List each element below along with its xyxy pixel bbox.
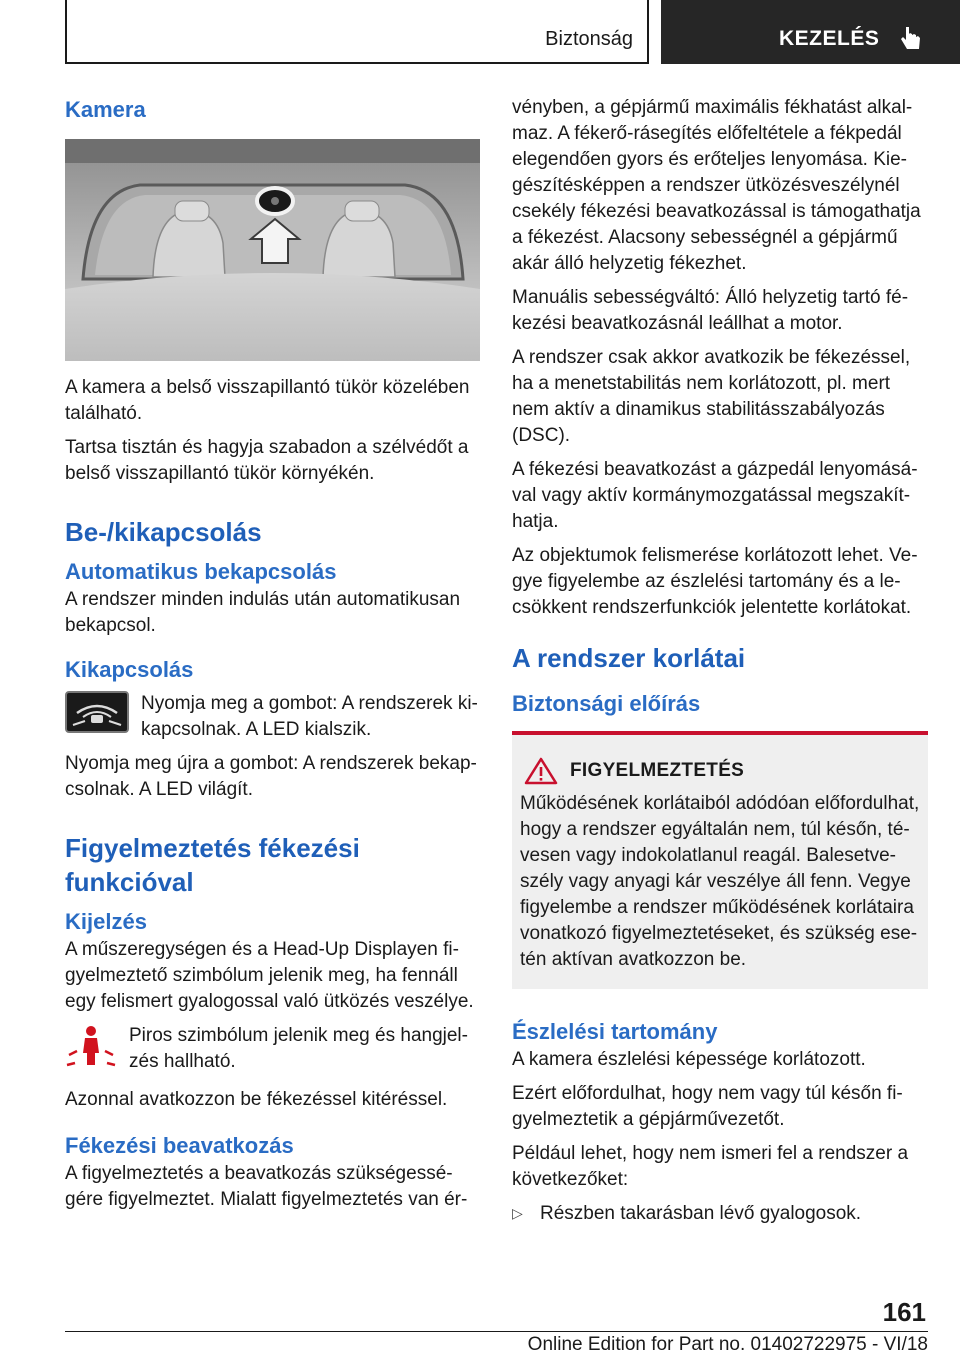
warning-triangle-icon — [524, 757, 558, 785]
eszlelesi-paragraph-2: Ezért előfordulhat, hogy nem vagy túl későn fi-gyelmeztetik a gépjárművezetőt. — [512, 1083, 903, 1130]
continued-paragraph-1: vényben, a gépjármű maximális fékhatást alkal-maz. A fékerő-rásegítés előfeltétele a fékpedál elegendően gyors és erőteljes lenyomása. Kie-gészítésképpen a rendszer ütközésveszélynél csekély fékezési beavatkozással is támogathatja a fékezést. Alacsony sebességnél a gépjármű akár álló helyzetig fékezhet. — [512, 97, 921, 274]
driving-assistant-button-icon — [65, 691, 129, 733]
continued-paragraph-4: A fékezési beavatkozást a gázpedál lenyomásá-val vagy aktív kormánymozgatással megszakít-hatja. — [512, 459, 918, 532]
car-interior-camera-photo — [65, 139, 480, 361]
list-item — [512, 1201, 928, 1235]
header-chapter-tab — [661, 0, 960, 64]
pedestrian-icon-paragraph — [65, 1023, 480, 1075]
bekikapcsolas-heading: Be-/kikapcsolás — [65, 517, 262, 547]
eszlelesi-paragraph-3: Például lehet, hogy nem ismeri fel a rendszer a következőket: — [512, 1143, 909, 1190]
eszlelesi-paragraph-1: A kamera észlelési képessége korlátozott. — [512, 1049, 866, 1070]
kamera-paragraph-1: A kamera a belső visszapillantó tükör közelében található. — [65, 377, 470, 424]
list-item-text: Részben takarásban lévő gyalogosok. — [540, 1203, 862, 1224]
left-column — [65, 95, 480, 1221]
kikapcsolas-heading: Kikapcsolás — [65, 657, 194, 682]
warning-header — [520, 757, 920, 785]
header-section-box — [65, 0, 649, 64]
azonnal-paragraph: Azonnal avatkozzon be fékezéssel kitéréssel. — [65, 1089, 448, 1110]
automatikus-paragraph: A rendszer minden indulás után automatikusan bekapcsol. — [65, 589, 461, 636]
footer-divider — [65, 1331, 928, 1332]
bullet-triangle-icon: ▷ — [512, 1205, 523, 1221]
biztonsagi-eloiras-heading: Biztonsági előírás — [512, 691, 701, 716]
right-column — [512, 95, 928, 1235]
pedestrian-paragraph: Piros szimbólum jelenik meg és hangjel-zés hallható. — [129, 1025, 468, 1072]
page-number: 161 — [882, 1297, 926, 1327]
pedestrian-warning-icon — [65, 1023, 117, 1071]
kijelzes-paragraph: A műszeregységen és a Head-Up Displayen fi-gyelmeztető szimbólum jelenik meg, ha fennáll egy felismert gyalogossal való ütközés veszélye. — [65, 939, 474, 1012]
continued-paragraph-5: Az objektumok felismerése korlátozott lehet. Ve-gye figyelembe az észlelési tartomány és a le-csökkent rendszerfunkciók jelentette korlátokat. — [512, 545, 918, 618]
kamera-paragraph-2: Tartsa tisztán és hagyja szabadon a szélvédőt a belső visszapillantó tükör környékén. — [65, 437, 469, 484]
footer-edition: Online Edition for Part no. 01402722975 - VI/18 — [527, 1334, 928, 1355]
header-chapter-label: KEZELÉS — [779, 27, 880, 50]
kijelzes-heading: Kijelzés — [65, 909, 147, 934]
figyelmeztetes-heading: Figyelmeztetés fékezési funkcióval — [65, 833, 360, 897]
kikapcsolas-paragraph-1: Nyomja meg a gombot: A rendszerek ki-kapcsolnak. A LED kialszik. — [141, 693, 478, 740]
warning-box — [512, 731, 928, 989]
automatikus-bekapcsolas-heading: Automatikus bekapcsolás — [65, 559, 337, 584]
eszlelesi-tartomany-heading: Észlelési tartomány — [512, 1019, 718, 1044]
continued-paragraph-3: A rendszer csak akkor avatkozik be fékezéssel, ha a menetstabilitás nem korlátozott, pl. mert nem aktív a dinamikus stabilitásszabályozás (DSC). — [512, 347, 911, 446]
warning-text: Működésének korlátaiból adódóan előfordulhat, hogy a rendszer egyáltalán nem, túl későn, té-vesen vagy indokolatlanul reagál. Balesetve-szély vagy anyagi kár veszélye áll fenn. Vegye figyelembe a rendszer működésének korlátaira vonatkozó figyelmeztetéseket, és szükség ese-tén aktívan avatkozzon be. — [520, 793, 920, 970]
kikapcsolas-icon-paragraph — [65, 691, 480, 743]
fekezesi-beavatkozas-heading: Fékezési beavatkozás — [65, 1133, 294, 1158]
hand-pointer-icon — [895, 24, 925, 54]
kikapcsolas-paragraph-2: Nyomja meg újra a gombot: A rendszerek bekap-csolnak. A LED világít. — [65, 753, 477, 800]
continued-paragraph-2: Manuális sebességváltó: Álló helyzetig tartó fé-kezési beavatkozásnál leállhat a motor. — [512, 287, 909, 334]
warning-title: FIGYELMEZTETÉS — [570, 760, 745, 781]
rendszer-korlatai-heading: A rendszer korlátai — [512, 643, 746, 673]
fekezesi-paragraph: A figyelmeztetés a beavatkozás szükségessé-gére figyelmeztet. Mialatt figyelmeztetés van ér- — [65, 1163, 468, 1210]
header-section-title: Biztonság — [545, 28, 633, 50]
kamera-heading: Kamera — [65, 97, 146, 122]
